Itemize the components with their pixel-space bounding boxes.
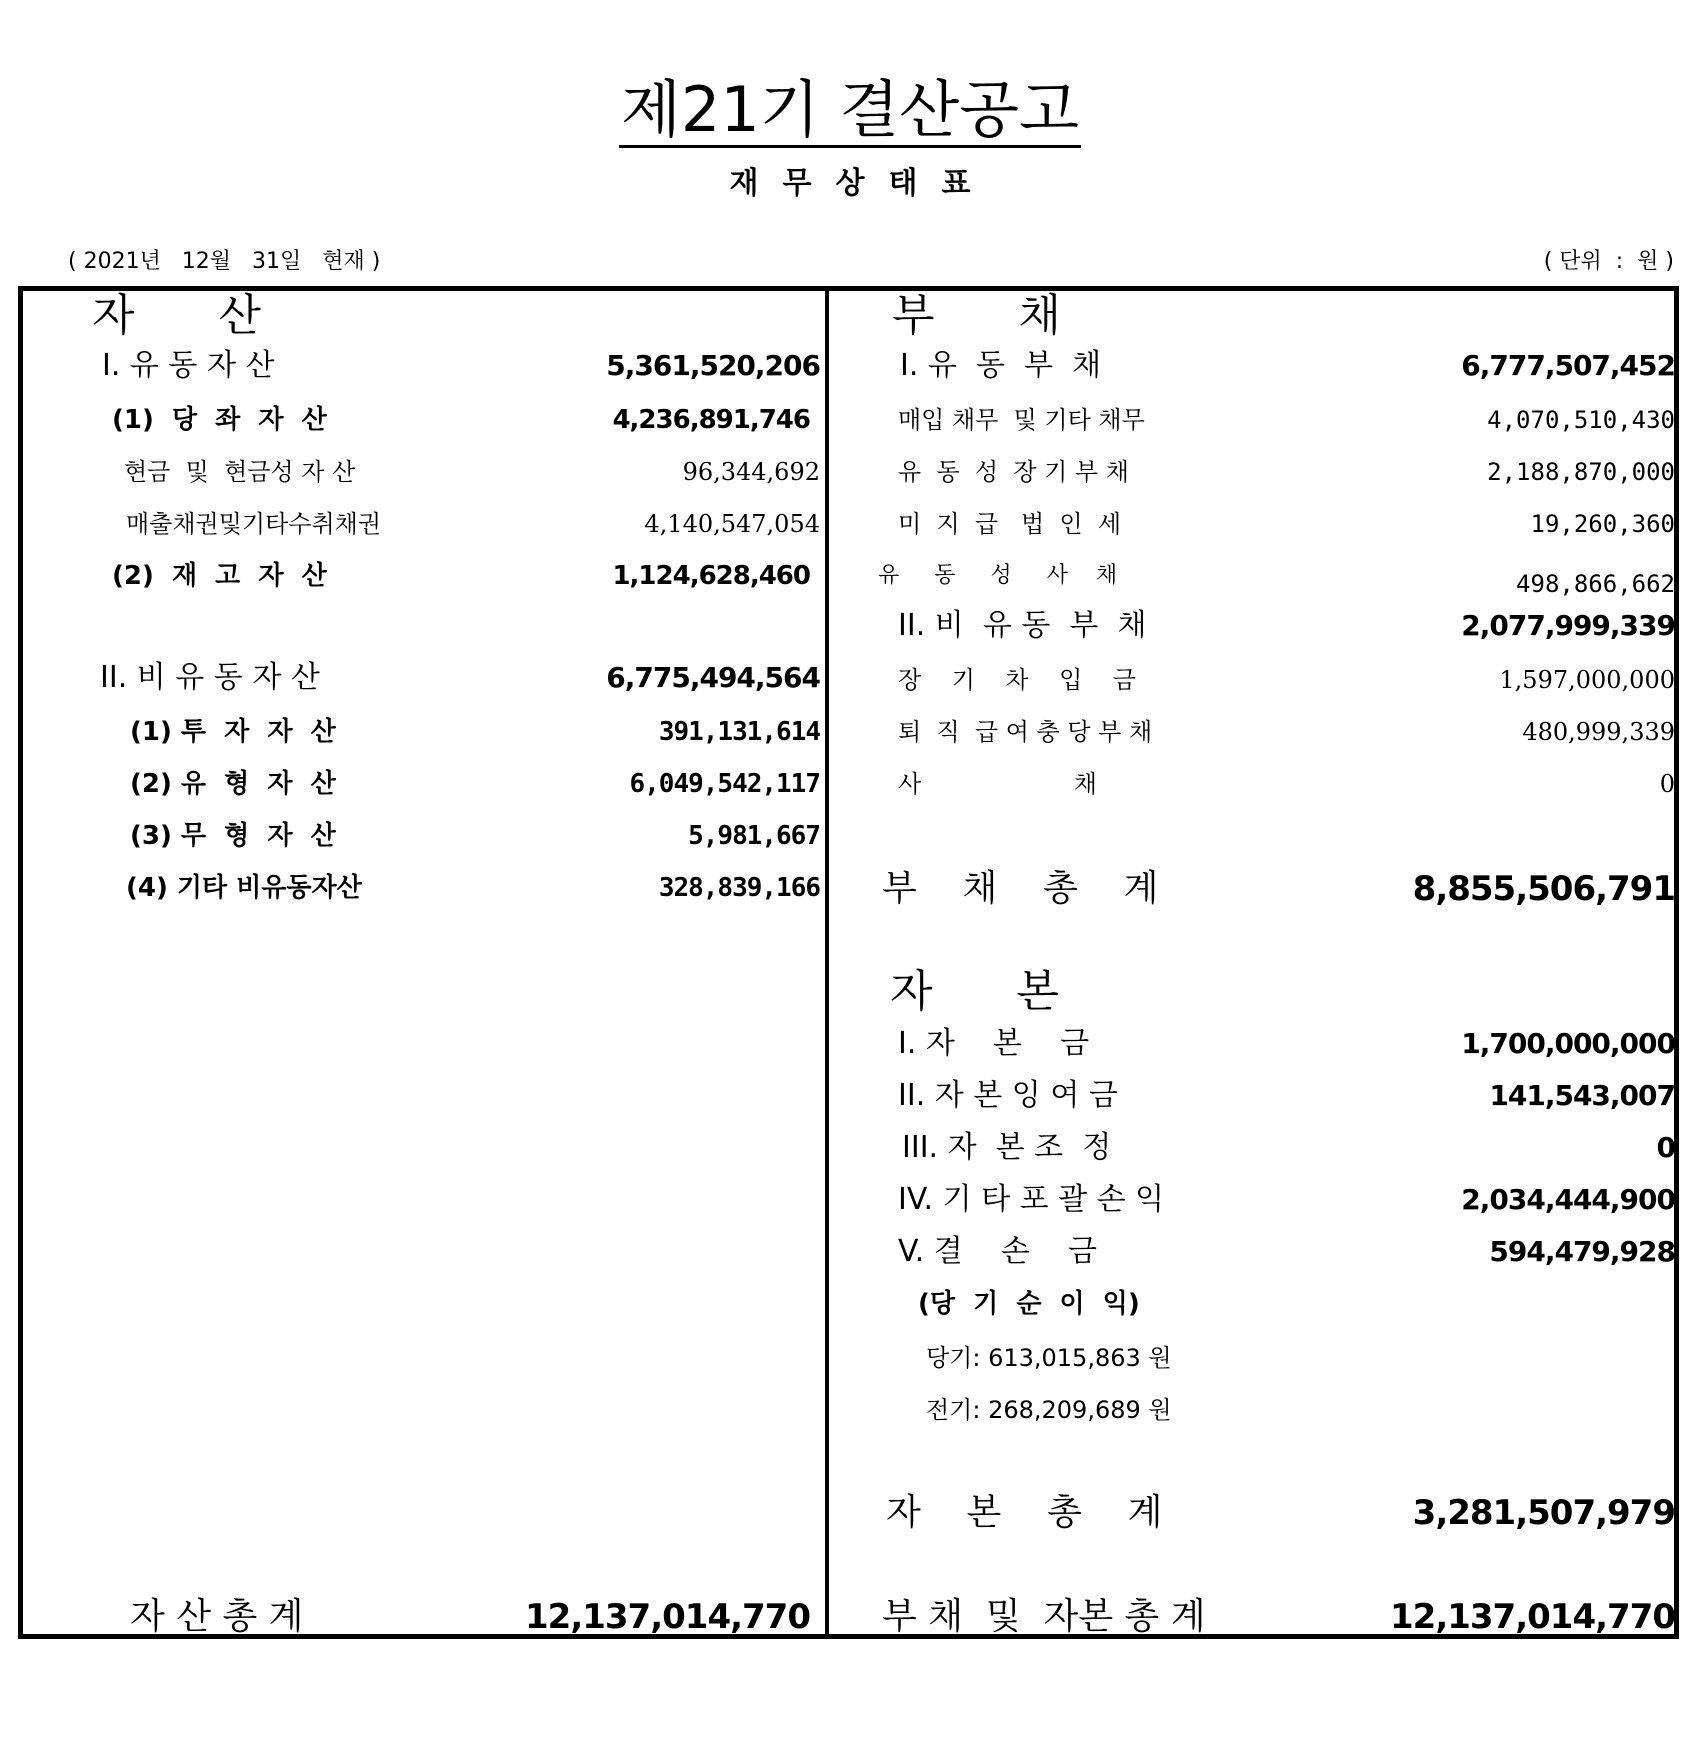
cash-label: 현금 및 현금성 자 산: [124, 458, 356, 486]
quick-assets-label: (1) 당 좌 자 산: [112, 405, 327, 435]
total-assets-label: 자 산 총 계: [130, 1596, 304, 1637]
current-ltd-value: 2,188,870,000: [1487, 458, 1675, 486]
investment-assets-label: (1) 투 자 자 산: [130, 717, 336, 747]
capital-surplus-value: 141,543,007: [1489, 1079, 1675, 1112]
prior-period-net-income: 전기: 268,209,689 원: [926, 1396, 1172, 1424]
equity-heading: 자 본: [890, 966, 1059, 1017]
quick-assets-value: 4,236,891,746: [612, 405, 810, 435]
other-noncurrent-assets-value: 328,839,166: [658, 873, 820, 903]
other-noncurrent-assets-label: (4) 기타 비유동자산: [126, 873, 362, 903]
lt-borrowings-label: 장 기 차 입 금: [898, 666, 1136, 694]
deficit-value: 594,479,928: [1489, 1235, 1675, 1268]
noncurrent-liabilities-label: II. 비 유 동 부 채: [898, 608, 1147, 643]
total-liabilities-and-equity-value: 12,137,014,770: [1390, 1597, 1675, 1637]
current-ltd-label: 유 동 성 장 기 부 채: [898, 458, 1129, 486]
current-assets-label: I. 유 동 자 산: [102, 348, 275, 383]
oci-label: IV. 기 타 포 괄 손 익: [898, 1182, 1165, 1217]
currency-unit: ( 단위 : 원 ): [1543, 249, 1674, 274]
reporting-date: ( 2021년 12월 31일 현재 ): [68, 249, 381, 274]
payables-label: 매입 채무 및 기타 채무: [898, 406, 1145, 434]
current-liabilities-value: 6,777,507,452: [1461, 349, 1675, 382]
current-bonds-value: 498,866,662: [1516, 570, 1675, 598]
investment-assets-value: 391,131,614: [658, 717, 820, 747]
current-period-net-income: 당기: 613,015,863 원: [926, 1344, 1172, 1372]
noncurrent-liabilities-value: 2,077,999,339: [1461, 609, 1675, 642]
intangible-assets-value: 5,981,667: [688, 821, 820, 851]
document-title-text: 제21기 결산공고: [621, 73, 1079, 146]
total-liabilities-label: 부 채 총 계: [882, 868, 1159, 909]
current-bonds-label: 유 동 성 사 채: [878, 563, 1118, 588]
deficit-label: V. 결 손 금: [898, 1234, 1097, 1269]
bonds-label: 사 채: [898, 770, 1097, 798]
intangible-assets-label: (3) 무 형 자 산: [130, 821, 336, 851]
severance-liability-label: 퇴 직 급 여 충 당 부 채: [898, 718, 1153, 746]
payables-value: 4,070,510,430: [1487, 406, 1675, 434]
total-equity-value: 3,281,507,979: [1412, 1493, 1675, 1533]
receivables-label: 매출채권및기타수취채권: [126, 510, 382, 538]
severance-liability-value: 480,999,339: [1522, 718, 1675, 746]
inventory-label: (2) 재 고 자 산: [112, 561, 327, 591]
lt-borrowings-value: 1,597,000,000: [1499, 666, 1675, 694]
total-liabilities-value: 8,855,506,791: [1412, 869, 1675, 909]
current-assets-value: 5,361,520,206: [606, 349, 820, 382]
total-liabilities-and-equity-label: 부 채 및 자본 총 계: [882, 1596, 1206, 1637]
inventory-value: 1,124,628,460: [612, 561, 810, 591]
capital-surplus-label: II. 자 본 잉 여 금: [898, 1078, 1118, 1113]
receivables-value: 4,140,547,054: [644, 510, 820, 538]
assets-heading: 자 산: [92, 290, 261, 341]
total-assets-value: 12,137,014,770: [525, 1597, 810, 1637]
liabilities-heading: 부 채: [892, 290, 1061, 341]
current-liabilities-label: I. 유 동 부 채: [900, 348, 1102, 383]
noncurrent-assets-label: II. 비 유 동 자 산: [100, 660, 320, 695]
total-equity-label: 자 본 총 계: [886, 1492, 1163, 1533]
column-divider: [825, 286, 829, 1639]
capital-stock-label: I. 자 본 금: [898, 1026, 1090, 1061]
income-tax-payable-value: 19,260,360: [1530, 510, 1675, 538]
capital-adjustment-label: III. 자 본 조 정: [902, 1130, 1112, 1165]
noncurrent-assets-value: 6,775,494,564: [606, 661, 820, 694]
income-tax-payable-label: 미 지 급 법 인 세: [898, 510, 1122, 538]
bonds-value: 0: [1659, 770, 1675, 798]
statement-title: 재무상태표: [729, 166, 995, 201]
capital-stock-value: 1,700,000,000: [1461, 1027, 1675, 1060]
document-title: [0, 72, 1700, 148]
tangible-assets-value: 6,049,542,117: [629, 769, 820, 799]
oci-value: 2,034,444,900: [1461, 1183, 1675, 1216]
capital-adjustment-value: 0: [1656, 1131, 1675, 1164]
cash-value: 96,344,692: [682, 458, 820, 486]
net-income-heading: (당 기 순 이 익): [918, 1289, 1140, 1319]
tangible-assets-label: (2) 유 형 자 산: [130, 769, 336, 799]
